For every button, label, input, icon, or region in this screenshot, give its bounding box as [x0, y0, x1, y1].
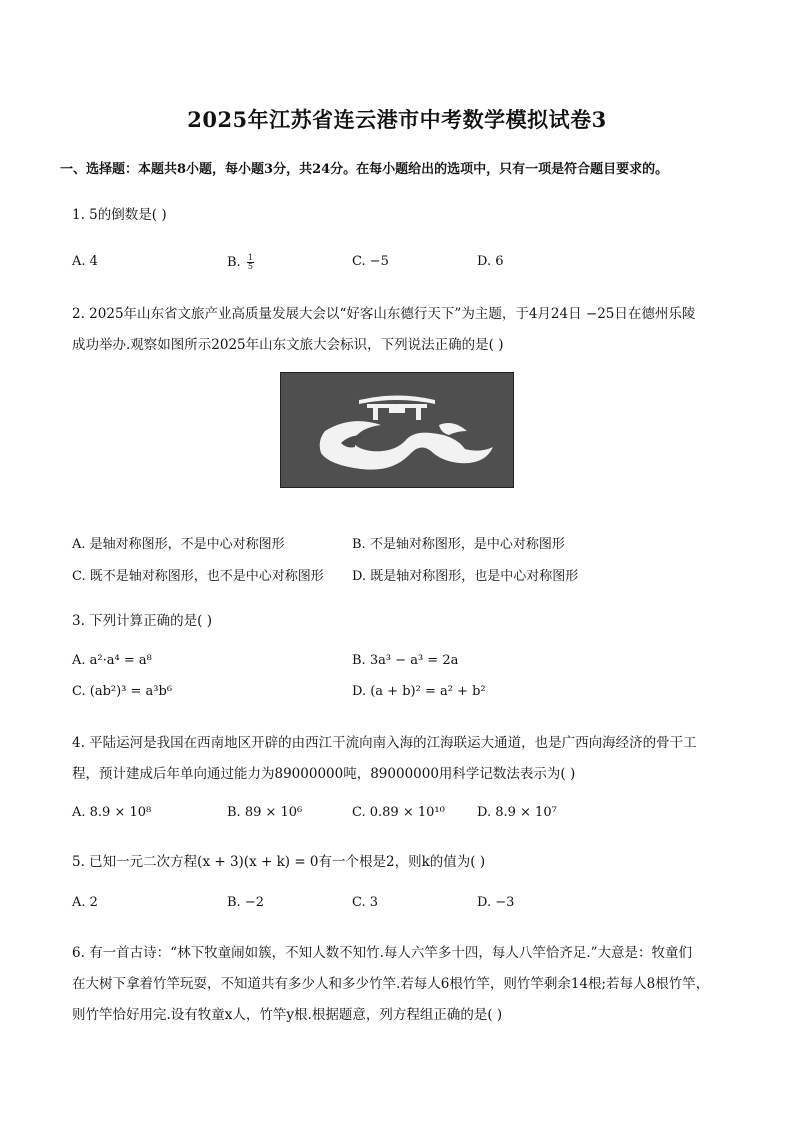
logo-graphic	[281, 373, 513, 487]
q5-option-a: A. 2	[72, 895, 98, 910]
q2-option-d: D. 既是轴对称图形，也是中心对称图形	[352, 569, 579, 584]
tourism-conference-logo	[280, 372, 514, 488]
q1-option-c: C. −5	[352, 254, 389, 269]
fraction-one-fifth	[247, 254, 254, 271]
q4-option-b: B. 89 × 10⁶	[227, 805, 303, 820]
q5-option-d: D. −3	[477, 895, 515, 910]
q4-option-a: A. 8.9 × 10⁸	[72, 805, 152, 820]
q4-option-d: D. 8.9 × 10⁷	[477, 805, 557, 820]
question-6-stem-line2: 在大树下拿着竹竿玩耍，不知道共有多少人和多少竹竿.若每人6根竹竿，则竹竿剩余14根;若每人8根竹竿，	[72, 976, 710, 992]
fraction-denominator: 5	[247, 262, 253, 271]
document-title: 2025年江苏省连云港市中考数学模拟试卷3	[187, 107, 607, 132]
question-6-stem-line1: 6. 有一首古诗：“林下牧童闹如簇，不知人数不知竹.每人六竿多十四，每人八竿恰齐足.”大意是：牧童们	[72, 945, 693, 961]
question-5-stem: 5. 已知一元二次方程(x + 3)(x + k) = 0有一个根是2，则k的值为( )	[72, 854, 486, 870]
q2-option-a: A. 是轴对称图形，不是中心对称图形	[72, 537, 285, 552]
section-heading: 一、选择题：本题共8小题，每小题3分，共24分。在每小题给出的选项中，只有一项是符合题目要求的。	[60, 162, 669, 177]
question-6-stem-line3: 则竹竿恰好用完.设有牧童x人，竹竿y根.根据题意，列方程组正确的是( )	[72, 1007, 503, 1023]
q3-option-d: D. (a + b)² = a² + b²	[352, 684, 486, 699]
fraction-numerator: 1	[247, 253, 253, 262]
q3-option-c: C. (ab²)³ = a³b⁶	[72, 684, 173, 699]
q5-option-c: C. 3	[352, 895, 379, 910]
question-2-stem-line2: 成功举办.观察如图所示2025年山东文旅大会标识，下列说法正确的是( )	[72, 337, 504, 353]
question-4-stem-line1: 4. 平陆运河是我国在西南地区开辟的由西江干流向南入海的江海联运大通道，也是广西向海经济的骨干工	[72, 735, 697, 751]
q1-option-a: A. 4	[72, 254, 98, 269]
q1-option-b	[227, 254, 254, 271]
question-4-stem-line2: 程，预计建成后年单向通过能力为89000000吨，89000000用科学记数法表示为( )	[72, 766, 576, 782]
q5-option-b: B. −2	[227, 895, 264, 910]
question-1-stem: 1. 5的倒数是( )	[72, 207, 167, 223]
q2-option-b: B. 不是轴对称图形，是中心对称图形	[352, 537, 565, 552]
question-3-stem: 3. 下列计算正确的是( )	[72, 613, 212, 629]
q3-option-a: A. a²·a⁴ = a⁸	[72, 653, 152, 668]
q2-option-c: C. 既不是轴对称图形，也不是中心对称图形	[72, 569, 324, 584]
question-2-stem-line1: 2. 2025年山东省文旅产业高质量发展大会以“好客山东德行天下”为主题，于4月24日 −25日在德州乐陵	[72, 306, 696, 322]
q4-option-c: C. 0.89 × 10¹⁰	[352, 805, 445, 820]
q3-option-b: B. 3a³ − a³ = 2a	[352, 653, 459, 668]
q1-option-d: D. 6	[477, 254, 504, 269]
q1-option-b-label: B.	[227, 255, 241, 270]
